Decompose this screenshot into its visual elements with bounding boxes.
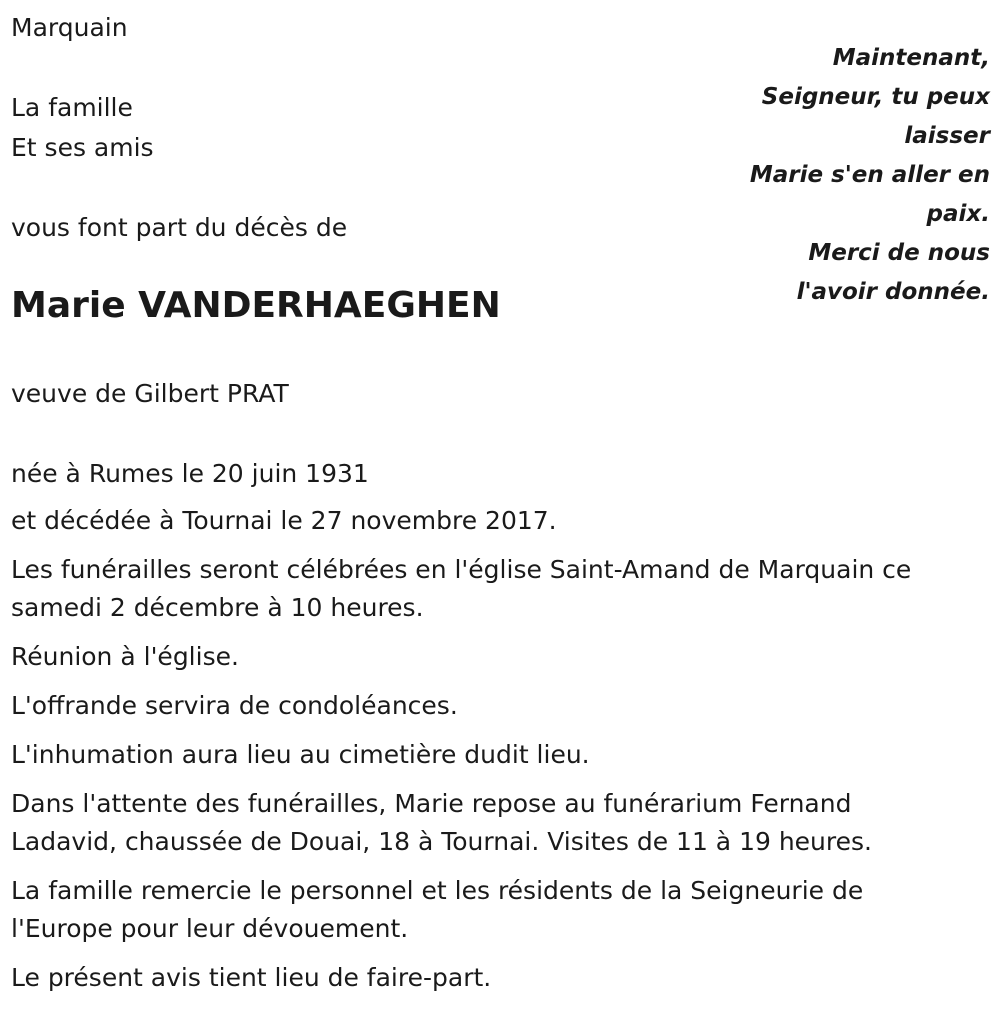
spacer [11, 48, 731, 88]
town-name: Marquain [11, 13, 128, 42]
thanks-line: La famille remercie le personnel et les résidents de la Seigneurie de [11, 876, 864, 905]
meeting-line: Réunion à l'église. [11, 642, 239, 671]
verse-line: l'avoir donnée. [796, 279, 990, 305]
verse-line: Merci de nous [808, 240, 990, 266]
burial-line: L'inhumation aura lieu au cimetière dudit lieu. [11, 740, 590, 769]
verse-line: paix. [926, 201, 990, 227]
rest-line: Dans l'attente des funérailles, Marie repose au funérarium Fernand [11, 789, 852, 818]
announcement-line: vous font part du décès de [11, 213, 348, 242]
funeral-line: samedi 2 décembre à 10 heures. [11, 593, 424, 622]
verse-line: Seigneur, tu peux [761, 84, 990, 110]
notice-header [11, 8, 731, 494]
spacer [11, 168, 731, 208]
funeral-line: Les funérailles seront célébrées en l'église Saint-Amand de Marquain ce [11, 555, 912, 584]
rest-line: Ladavid, chaussée de Douai, 18 à Tournai. Visites de 11 à 19 heures. [11, 827, 872, 856]
prayer-verse [730, 39, 990, 312]
friends-line: Et ses amis [11, 133, 154, 162]
verse-line: laisser [904, 123, 990, 149]
widow-of-line: veuve de Gilbert PRAT [11, 379, 289, 408]
family-line: La famille [11, 93, 133, 122]
rest-paragraph [11, 785, 991, 861]
death-line: et décédée à Tournai le 27 novembre 2017. [11, 506, 557, 535]
notice-details [11, 502, 991, 1008]
thanks-line: l'Europe pour leur dévouement. [11, 914, 409, 943]
notice-line: Le présent avis tient lieu de faire-part. [11, 963, 492, 992]
birth-line: née à Rumes le 20 juin 1931 [11, 459, 369, 488]
offering-line: L'offrande servira de condoléances. [11, 691, 458, 720]
funeral-paragraph [11, 551, 991, 627]
deceased-name: Marie VANDERHAEGHEN [11, 285, 501, 326]
verse-line: Marie s'en aller en [749, 162, 990, 188]
thanks-paragraph [11, 872, 991, 948]
verse-line: Maintenant, [832, 45, 990, 71]
